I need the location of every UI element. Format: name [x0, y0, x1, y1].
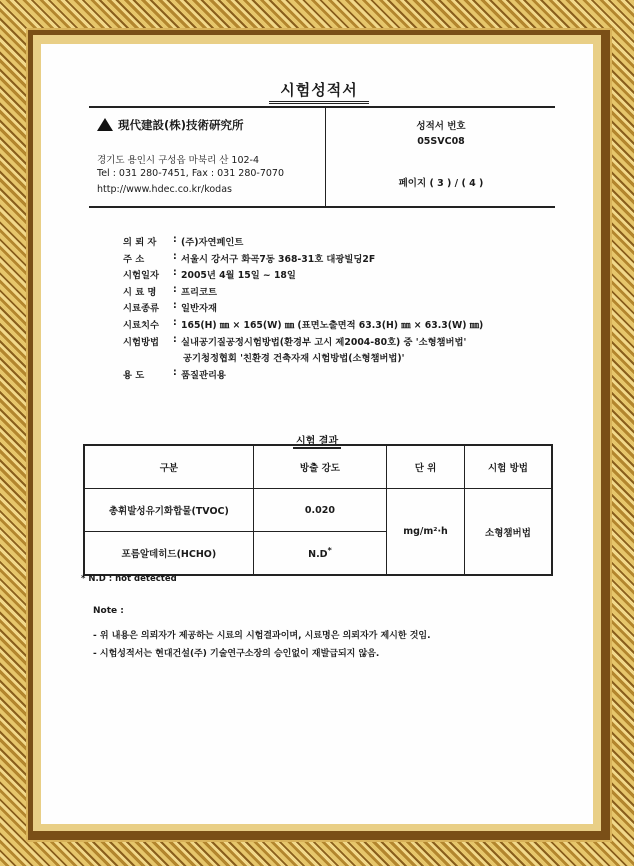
not-detected-mark: *: [327, 545, 332, 555]
info-value: 품질관리용: [181, 369, 226, 381]
info-label: 시료치수: [123, 319, 159, 331]
info-label: 의 뢰 자: [123, 237, 157, 248]
info-row-client: 의 뢰 자 : (주)자연페인트: [123, 234, 244, 248]
results-title: 시험 결과: [293, 432, 341, 449]
notes-title: Note :: [93, 606, 124, 616]
info-label: 시료종류: [123, 303, 159, 315]
info-row-test-method: 시험방법 : 실내공기질공정시험방법(환경부 고시 제2004-80호) 중 '소형챔버법': [123, 333, 467, 348]
row-value-text: N.D: [308, 549, 328, 561]
row-item: 포름알데히드(HCHO): [84, 532, 253, 576]
info-row-address: 주 소 : 서울시 강서구 화곡7동 368-31호 대광빌딩2F: [123, 250, 376, 265]
info-label: 시험방법: [123, 336, 159, 348]
note-item: - 시험성적서는 현대건설(주) 기술연구소장의 승인없이 재발급되지 않음.: [93, 649, 380, 659]
header-emission: 방출 강도: [253, 445, 386, 489]
company-logo: [97, 117, 244, 133]
results-table: [83, 444, 553, 576]
report-number-label: 성적서 번호: [416, 121, 466, 132]
info-label: 시험일자: [123, 270, 159, 282]
info-row-purpose: 용 도 : 품질관리용: [123, 366, 226, 381]
info-value-continued: 공기청정협회 '친환경 건축자재 시험방법(소형챔버법)': [183, 353, 405, 365]
info-value: 프리코트: [181, 286, 217, 298]
company-name: 現代建設(株)技術硏究所: [118, 118, 244, 132]
report-id-block: [327, 108, 555, 206]
row-value: 0.020: [253, 489, 386, 532]
triangle-logo-icon: [97, 118, 113, 131]
info-row-sample-name: 시 료 명 : 프리코트: [123, 283, 217, 298]
method-cell: 소형챔버법: [464, 489, 552, 576]
header-unit: 단 위: [387, 445, 465, 489]
table-header-row: [84, 445, 552, 489]
info-value: 2005년 4월 15일 ~ 18일: [181, 270, 296, 282]
header-method: 시험 방법: [464, 445, 552, 489]
info-value: (주)자연페인트: [181, 237, 244, 248]
info-row-sample-type: 시료종류 : 일반자재: [123, 300, 217, 315]
row-value: [253, 532, 386, 576]
company-contact: Tel : 031 280-7451, Fax : 031 280-7070: [97, 168, 285, 179]
sample-info: [123, 234, 583, 383]
info-value: 서울시 강서구 화곡7동 368-31호 대광빌딩2F: [181, 253, 376, 265]
table-row: [84, 489, 552, 532]
info-label: 주 소: [123, 253, 145, 265]
info-row-test-date: 시험일자 : 2005년 4월 15일 ~ 18일: [123, 267, 296, 282]
certificate-paper: [41, 44, 593, 824]
unit-cell: mg/m²·h: [387, 489, 465, 576]
info-label: 시 료 명: [123, 286, 157, 298]
note-item: - 위 내용은 의뢰자가 제공하는 시료의 시험결과이며, 시료명은 의뢰자가 제시한 것임.: [93, 631, 431, 641]
footnote: * N.D : not detected: [81, 574, 177, 584]
info-label: 용 도: [123, 369, 145, 381]
document-title: 시험성적서: [269, 79, 369, 104]
header-divider: [325, 108, 326, 206]
header-box: [89, 106, 555, 208]
company-address: 경기도 용인시 구성읍 마북리 산 102-4: [97, 155, 260, 166]
info-value: 실내공기질공정시험방법(환경부 고시 제2004-80호) 중 '소형챔버법': [181, 336, 467, 348]
row-item: 총휘발성유기화합물(TVOC): [84, 489, 253, 532]
info-value: 일반자재: [181, 303, 217, 315]
info-value: 165(H) ㎜ × 165(W) ㎜ (표면노출면적 63.3(H) ㎜ × 63.3(W) ㎜): [181, 319, 484, 331]
report-number-value: 05SVC08: [417, 136, 465, 147]
info-row-test-method-cont: [123, 350, 583, 367]
company-website: http://www.hdec.co.kr/kodas: [97, 184, 232, 195]
info-row-sample-size: 시료치수 : 165(H) ㎜ × 165(W) ㎜ (표면노출면적 63.3(H) ㎜ × 63.3(W) ㎜): [123, 316, 484, 331]
header-category: 구분: [84, 445, 253, 489]
company-block: [89, 108, 325, 206]
page-indicator: 페이지 ( 3 ) / ( 4 ): [398, 178, 484, 189]
